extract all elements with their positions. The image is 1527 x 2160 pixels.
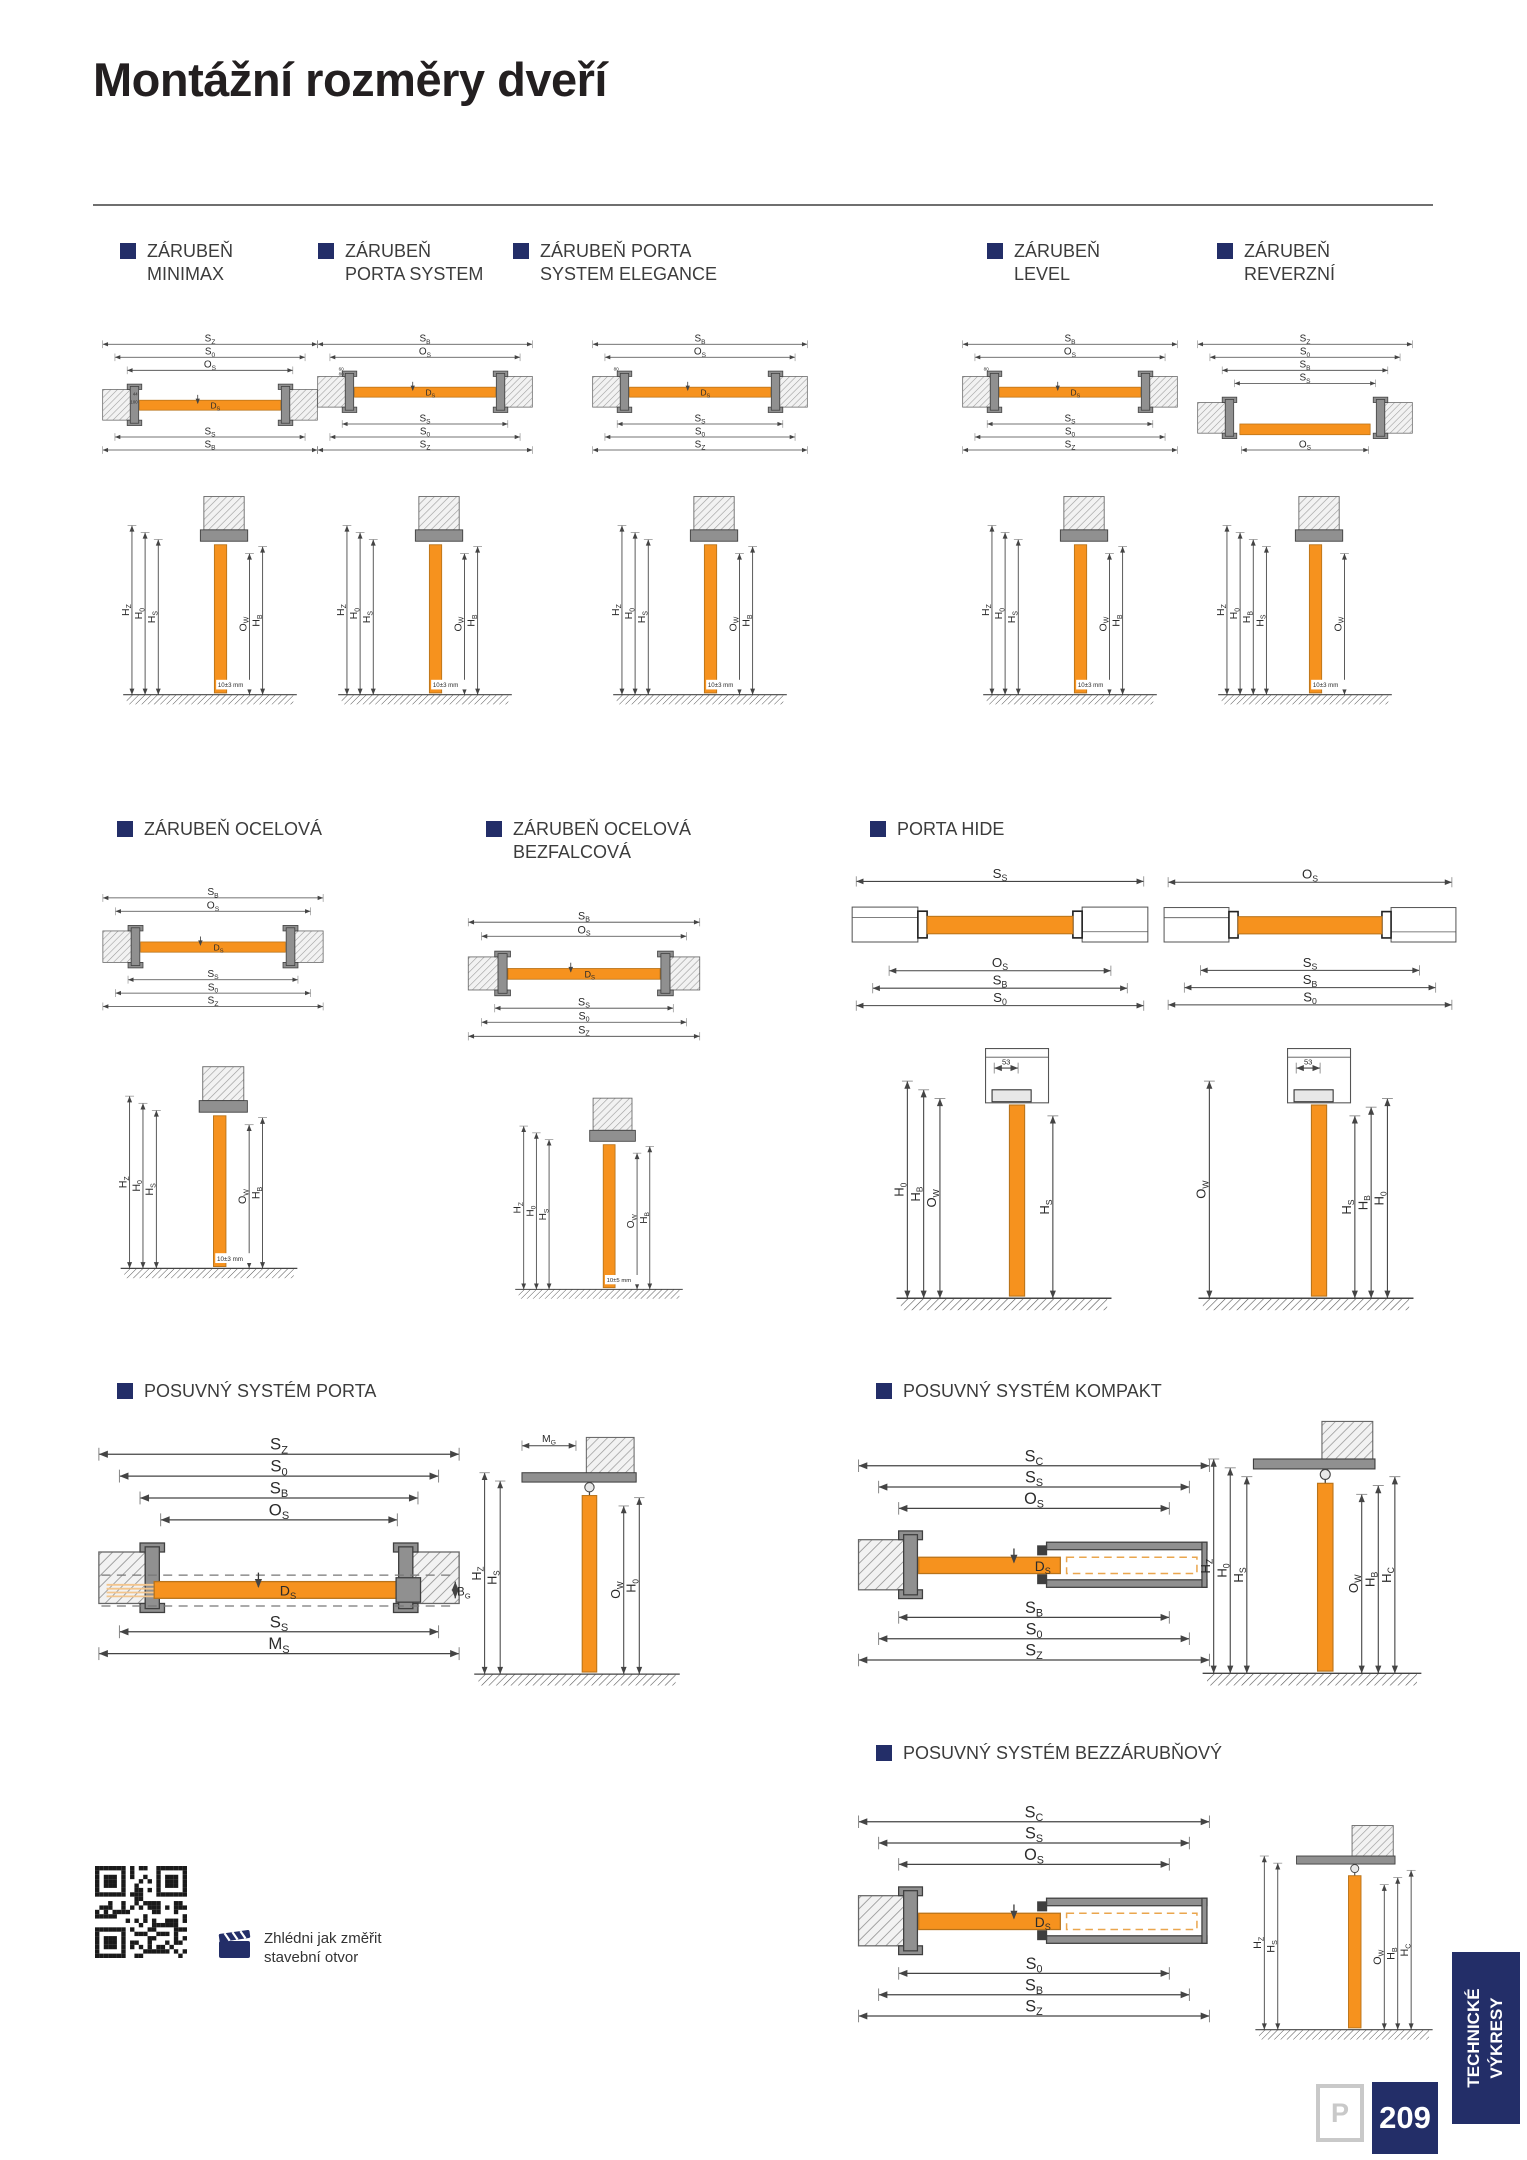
level-horizontal-section [955, 310, 1185, 482]
svg-text:HZ: $H_Z$ [469, 1566, 486, 1581]
svg-text:HB: $H_B$ [638, 1211, 652, 1224]
porta-hide-vertical-section-1 [890, 1030, 1118, 1332]
svg-text:SB: $S_B$ [1299, 359, 1311, 372]
svg-text:SS: $S_S$ [1302, 954, 1318, 972]
svg-text:SZ: $S_Z$ [419, 439, 431, 452]
section-header-level [987, 240, 1137, 286]
svg-text:10±5 mm: 10±5 mm [606, 1278, 632, 1285]
svg-text:HZ: $H_Z$ [512, 1202, 525, 1214]
svg-text:OS: $O_S$ [1301, 866, 1319, 884]
side-tab-line1: TECHNICKÉ [1464, 1988, 1484, 2088]
svg-text:OS: $O_S$ [268, 1500, 290, 1523]
posuvny-porta-vertical-section [468, 1416, 686, 1708]
svg-text:SS: $S_S$ [269, 1612, 289, 1634]
section-header-elegance [513, 240, 743, 286]
section-title: ZÁRUBEŇ PORTA SYSTEM [345, 241, 484, 285]
svg-text:OW: $O_W$ [1372, 1949, 1386, 1965]
level-vertical-section [970, 486, 1170, 714]
svg-text:OW: $O_W$ [626, 1214, 639, 1229]
bullet-square [987, 243, 1003, 259]
clapperboard-icon [218, 1930, 252, 1960]
svg-text:OW: $O_W$ [237, 1189, 251, 1205]
svg-text:SB: $S_B$ [207, 887, 219, 900]
bullet-square [486, 821, 502, 837]
svg-text:HB: $H_B$ [250, 614, 264, 627]
svg-text:OW: $O_W$ [1193, 1180, 1211, 1199]
svg-text:HZ: $H_Z$ [1197, 1558, 1215, 1574]
svg-text:S0: $S_0$ [1025, 1620, 1043, 1641]
svg-text:100: 100 [130, 399, 138, 405]
kompakt-horizontal-section [846, 1422, 1222, 1700]
svg-text:HZ: $H_Z$ [1252, 1936, 1266, 1949]
bullet-square [876, 1745, 892, 1761]
svg-text:S0: $S_0$ [1064, 426, 1076, 439]
svg-text:10±3 mm: 10±3 mm [432, 682, 459, 690]
svg-text:S0: $S_0$ [1025, 1955, 1043, 1976]
svg-text:OW: $O_W$ [452, 616, 466, 632]
section-title: ZÁRUBEŇ PORTA SYSTEM ELEGANCE [540, 241, 718, 285]
bullet-square [117, 821, 133, 837]
svg-text:HZ: $H_Z$ [119, 604, 134, 617]
svg-text:SB: $S_B$ [1064, 333, 1076, 346]
svg-text:80: 80 [613, 366, 619, 372]
svg-text:S0: $S_0$ [993, 990, 1007, 1007]
svg-text:SZ: $S_Z$ [1064, 439, 1076, 452]
divider-line [93, 204, 1433, 206]
svg-text:DS: $D_S$ [213, 942, 224, 955]
svg-text:OW: $O_W$ [924, 1189, 942, 1208]
svg-text:S0: $S_0$ [204, 346, 216, 359]
svg-text:SS: $S_S$ [207, 968, 219, 982]
svg-text:OS: $O_S$ [206, 900, 220, 913]
svg-text:S0: $S_0$ [270, 1456, 288, 1479]
svg-text:OS: $O_S$ [991, 955, 1009, 973]
svg-text:OS: $O_S$ [1024, 1489, 1044, 1511]
section-header-minimax [120, 240, 270, 286]
section-title: ZÁRUBEŇ OCELOVÁ [144, 819, 323, 839]
svg-text:SS: $S_S$ [1024, 1824, 1044, 1846]
svg-text:HS: $H_S$ [538, 1208, 551, 1221]
svg-text:DS: $D_S$ [1070, 387, 1081, 400]
svg-text:HC: $H_C$ [1378, 1567, 1396, 1583]
svg-text:10±3 mm: 10±3 mm [217, 682, 244, 690]
section-title: ZÁRUBEŇ REVERZNÍ [1244, 241, 1336, 285]
svg-text:H0: $H_0$ [624, 1579, 641, 1593]
ocelova-horizontal-section [95, 860, 331, 1042]
svg-text:H0: $H_0$ [993, 607, 1007, 620]
brand-logo: P [1316, 2084, 1364, 2142]
svg-text:53: 53 [1001, 1057, 1011, 1067]
section-title: PORTA HIDE [897, 819, 1005, 839]
svg-text:HS: $H_S$ [485, 1570, 502, 1585]
svg-text:H0: $H_0$ [1228, 607, 1242, 620]
svg-text:80: 80 [338, 371, 344, 377]
svg-text:SB: $S_B$ [1302, 972, 1318, 989]
svg-text:SZ: $S_Z$ [578, 1024, 590, 1038]
svg-text:HB: $H_B$ [1385, 1947, 1399, 1960]
svg-text:DS: $D_S$ [700, 387, 711, 400]
svg-text:OW: $O_W$ [1332, 616, 1346, 632]
bezzarubnovy-vertical-section [1250, 1790, 1438, 2076]
svg-text:H0: $H_0$ [623, 607, 637, 620]
bullet-square [1217, 243, 1233, 259]
svg-text:HB: $H_B$ [740, 614, 754, 627]
svg-text:SZ: $S_Z$ [207, 995, 219, 1008]
svg-text:HS: $H_S$ [636, 610, 650, 624]
svg-text:60: 60 [338, 366, 344, 372]
svg-text:S0: $S_0$ [207, 982, 219, 995]
side-tab-technicke-vykresy [1452, 1952, 1520, 2124]
svg-text:SS: $S_S$ [578, 996, 590, 1010]
minimax-vertical-section [110, 486, 310, 714]
svg-text:SS: $S_S$ [419, 413, 431, 426]
svg-text:53: 53 [1303, 1057, 1313, 1067]
section-title: POSUVNÝ SYSTÉM PORTA [144, 1381, 377, 1401]
video-link[interactable] [218, 1930, 382, 1968]
section-header-posuvny-porta [117, 1380, 537, 1403]
page-number: 209 [1372, 2082, 1438, 2154]
section-title: ZÁRUBEŇ LEVEL [1014, 241, 1101, 285]
section-header-reverzni [1217, 240, 1377, 286]
svg-text:H0: $H_0$ [130, 1180, 145, 1192]
svg-text:SZ: $S_Z$ [270, 1434, 288, 1457]
svg-text:SS: $S_S$ [1064, 413, 1076, 426]
svg-text:SB: $S_B$ [578, 910, 590, 924]
svg-text:HS: $H_S$ [146, 610, 160, 624]
svg-text:10±3 mm: 10±3 mm [1077, 682, 1104, 690]
svg-text:HS: $H_S$ [1265, 1940, 1279, 1953]
bezzarubnovy-horizontal-section [846, 1790, 1222, 2044]
side-tab-line2: VÝKRESY [1487, 1997, 1506, 2079]
svg-text:OW: $O_W$ [727, 616, 741, 632]
side-tab-label [1452, 1952, 1520, 2124]
svg-text:DS: $D_S$ [584, 969, 596, 982]
svg-text:MS: $M_S$ [268, 1634, 290, 1656]
svg-text:HS: $H_S$ [1254, 614, 1268, 627]
svg-text:SZ: $S_Z$ [694, 439, 706, 452]
svg-text:HC: $H_C$ [1399, 1943, 1413, 1957]
porta-hide-vertical-section-2 [1192, 1030, 1420, 1332]
svg-text:S0: $S_0$ [419, 426, 431, 439]
bullet-square [318, 243, 334, 259]
elegance-vertical-section [600, 486, 800, 714]
section-header-porta-system [318, 240, 488, 286]
svg-text:DS: $D_S$ [1034, 1559, 1051, 1577]
svg-text:SB: $S_B$ [992, 972, 1008, 990]
porta-system-vertical-section [325, 486, 525, 714]
svg-text:HS: $H_S$ [1339, 1199, 1356, 1215]
svg-text:SS: $S_S$ [992, 865, 1008, 883]
reverzni-horizontal-section [1190, 310, 1420, 482]
svg-text:OS: $O_S$ [693, 346, 707, 359]
svg-text:SC: $S_C$ [1024, 1803, 1044, 1824]
porta-hide-horizontal-section-1 [846, 856, 1154, 1028]
svg-text:SS: $S_S$ [1024, 1468, 1044, 1490]
svg-text:SB: $S_B$ [269, 1478, 289, 1501]
svg-text:DS: $D_S$ [425, 387, 436, 400]
video-note-line2: stavební otvor [264, 1948, 359, 1966]
svg-text:OW: $O_W$ [237, 616, 251, 632]
svg-text:OS: $O_S$ [1298, 439, 1312, 452]
svg-text:DS: $D_S$ [1034, 1915, 1051, 1933]
svg-text:S0: $S_0$ [694, 426, 706, 439]
section-title: ZÁRUBEŇ MINIMAX [147, 241, 234, 285]
svg-text:OS: $O_S$ [1024, 1845, 1044, 1867]
svg-text:S0: $S_0$ [578, 1010, 590, 1024]
section-header-porta-hide [870, 818, 1190, 841]
porta-hide-horizontal-section-2 [1158, 856, 1462, 1028]
kompakt-vertical-section [1196, 1400, 1428, 1708]
svg-text:HB: $H_B$ [1355, 1195, 1373, 1211]
svg-text:HZ: $H_Z$ [117, 1176, 131, 1189]
svg-text:HZ: $H_Z$ [334, 604, 349, 617]
bullet-square [117, 1383, 133, 1399]
svg-text:SB: $S_B$ [204, 439, 216, 452]
svg-text:10±3 mm: 10±3 mm [217, 1255, 243, 1263]
section-header-ocelova [117, 818, 377, 841]
qr-code [95, 1866, 187, 1958]
svg-text:H0: $H_0$ [891, 1182, 909, 1197]
svg-text:80: 80 [983, 366, 989, 372]
bullet-square [120, 243, 136, 259]
svg-text:BG: $B_G$ [457, 1586, 471, 1601]
svg-text:OW: $O_W$ [1097, 616, 1111, 632]
bullet-square [870, 821, 886, 837]
reverzni-vertical-section [1205, 486, 1405, 714]
svg-text:H0: $H_0$ [1214, 1563, 1232, 1578]
ocelova-vertical-section [106, 1056, 312, 1288]
svg-text:OS: $O_S$ [577, 924, 591, 938]
elegance-horizontal-section [585, 310, 815, 482]
bullet-square [876, 1383, 892, 1399]
svg-text:HB: $H_B$ [1362, 1571, 1380, 1588]
svg-text:HS: $H_S$ [144, 1183, 158, 1196]
svg-text:SZ: $S_Z$ [1025, 1641, 1043, 1663]
minimax-horizontal-section [95, 310, 325, 482]
bullet-square [513, 243, 529, 259]
svg-text:SB: $S_B$ [694, 333, 706, 346]
svg-text:OS: $O_S$ [418, 346, 432, 359]
svg-text:10±3 mm: 10±3 mm [707, 682, 734, 690]
section-header-bezfalcova [486, 818, 716, 864]
svg-text:SZ: $S_Z$ [1299, 333, 1311, 346]
section-header-bezzarubnovy [876, 1742, 1376, 1765]
svg-text:MG: $M_G$ [541, 1434, 556, 1447]
page-title: Montážní rozměry dveří [93, 53, 607, 106]
svg-text:44: 44 [132, 391, 138, 397]
svg-text:SZ: $S_Z$ [204, 333, 216, 346]
svg-text:S0: $S_0$ [1299, 346, 1311, 359]
svg-text:H0: $H_0$ [1371, 1191, 1389, 1206]
svg-text:H0: $H_0$ [348, 607, 362, 620]
section-title: POSUVNÝ SYSTÉM KOMPAKT [903, 1381, 1162, 1401]
section-title: ZÁRUBEŇ OCELOVÁ BEZFALCOVÁ [513, 819, 692, 863]
bezfalcova-vertical-section [498, 1088, 700, 1308]
svg-text:SB: $S_B$ [419, 333, 431, 346]
svg-text:DS: $D_S$ [279, 1582, 297, 1601]
svg-text:DS: $D_S$ [210, 400, 221, 413]
svg-text:OS: $O_S$ [203, 359, 217, 372]
svg-text:HS: $H_S$ [1037, 1199, 1054, 1215]
svg-text:HB: $H_B$ [1241, 610, 1255, 624]
svg-text:SB: $S_B$ [1024, 1976, 1044, 1997]
bezfalcova-horizontal-section [460, 882, 708, 1074]
svg-text:OW: $O_W$ [609, 1581, 625, 1599]
svg-text:SC: $S_C$ [1024, 1447, 1044, 1468]
svg-text:SZ: $S_Z$ [1025, 1997, 1043, 2019]
svg-text:HB: $H_B$ [907, 1186, 925, 1202]
section-title: POSUVNÝ SYSTÉM BEZZÁRUBŇOVÝ [903, 1743, 1223, 1763]
posuvny-porta-horizontal-section [86, 1426, 472, 1678]
svg-text:HZ: $H_Z$ [979, 604, 994, 617]
porta-system-horizontal-section [310, 310, 540, 482]
svg-text:H0: $H_0$ [525, 1205, 538, 1217]
svg-text:HB: $H_B$ [250, 1186, 264, 1200]
svg-text:HS: $H_S$ [1006, 610, 1020, 624]
svg-text:10±3 mm: 10±3 mm [1312, 682, 1339, 690]
video-note-line1: Zhlédni jak změřit [264, 1930, 382, 1947]
svg-text:HB: $H_B$ [1110, 614, 1124, 627]
svg-text:SS: $S_S$ [694, 413, 706, 426]
svg-text:OW: $O_W$ [1345, 1574, 1363, 1594]
svg-text:H0: $H_0$ [133, 607, 147, 620]
svg-text:S0: $S_0$ [1303, 989, 1317, 1007]
svg-text:HB: $H_B$ [465, 614, 479, 627]
svg-text:HZ: $H_Z$ [1214, 604, 1229, 617]
svg-text:HS: $H_S$ [361, 610, 375, 624]
svg-text:HS: $H_S$ [1230, 1567, 1248, 1583]
svg-text:SS: $S_S$ [204, 426, 216, 439]
svg-text:SB: $S_B$ [1024, 1599, 1044, 1620]
svg-text:SS: $S_S$ [1299, 372, 1311, 385]
svg-text:OS: $O_S$ [1063, 346, 1077, 359]
svg-text:HZ: $H_Z$ [609, 604, 624, 617]
